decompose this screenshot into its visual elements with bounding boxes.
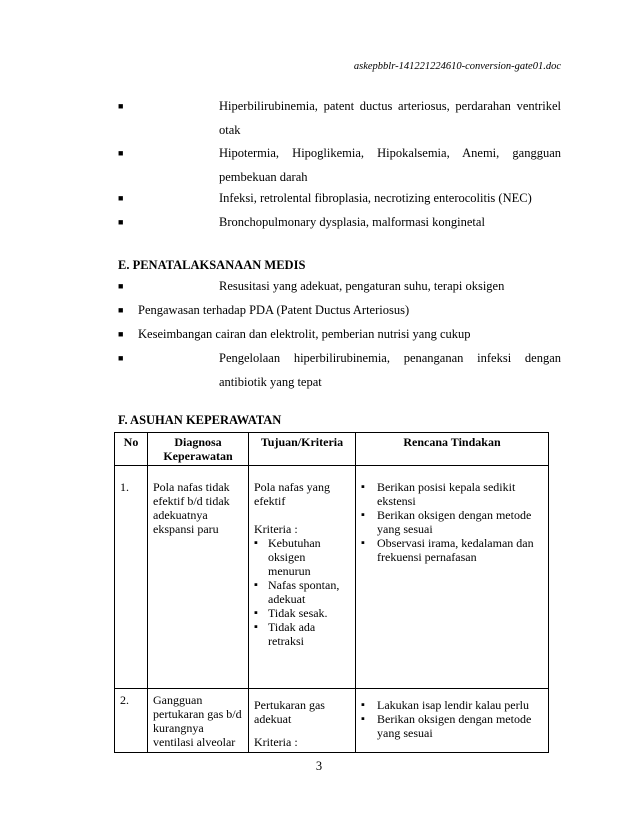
list-item: ▪ Nafas spontan, adekuat (254, 578, 350, 606)
list-item: ▪ Berikan oksigen dengan metode yang sesuai (361, 712, 543, 740)
cell-line: ekspansi paru (153, 522, 219, 536)
bullet-square-icon: ■ (118, 305, 124, 315)
list-item: ▪ Observasi irama, kedalaman dan frekuensi pernafasan (361, 536, 543, 564)
cell-line: Pola nafas tidak (153, 480, 230, 494)
list-item-text: antibiotik yang tepat (219, 375, 322, 389)
cell-rencana (356, 466, 549, 689)
header-tujuan: Tujuan/Kriteria (249, 433, 356, 466)
list-item-text: Keseimbangan cairan dan elektrolit, pemberian nutrisi yang cukup (138, 327, 471, 341)
list-item-text: Hipotermia, Hipoglikemia, Hipokalsemia, Anemi, gangguan (219, 146, 561, 160)
cell-line: adekuat (254, 712, 292, 726)
cell-no: 1. (115, 466, 148, 689)
nursing-care-table (114, 432, 549, 753)
kriteria-label: Kriteria : (254, 522, 298, 536)
list-item: ▪ Tidak ada retraksi (254, 620, 350, 648)
section-heading-f: F. ASUHAN KEPERAWATAN (118, 413, 282, 427)
list-item (118, 210, 561, 234)
document-filename: askepbblr-141221224610-conversion-gate01.doc (353, 61, 561, 72)
header-no: No (115, 433, 148, 466)
rencana-list (361, 480, 543, 564)
bullet-square-icon: ■ (118, 193, 124, 203)
list-item: ▪ Berikan posisi kepala sedikit ekstensi (361, 480, 543, 508)
cell-diagnosa (148, 689, 249, 753)
list-item (118, 346, 561, 394)
cell-tujuan (249, 689, 356, 753)
bullet-square-icon: ■ (118, 101, 124, 111)
rencana-list (361, 698, 543, 740)
page-number: 3 (315, 759, 323, 773)
list-item (118, 94, 561, 142)
cell-line: adekuatnya (153, 508, 208, 522)
cell-line: Gangguan (153, 693, 203, 707)
list-item-text: Infeksi, retrolental fibroplasia, necrotizing enterocolitis (NEC) (219, 191, 532, 205)
cell-line: Pertukaran gas (254, 698, 325, 712)
table-header-row (115, 433, 549, 466)
bullet-square-icon: ■ (118, 329, 124, 339)
cell-line: kurangnya (153, 721, 204, 735)
header-diagnosa-line: Diagnosa (174, 435, 222, 449)
list-item (118, 322, 561, 346)
section-heading-e: E. PENATALAKSANAAN MEDIS (118, 258, 306, 272)
cell-line: pertukaran gas b/d (153, 707, 242, 721)
list-item-text: Pengawasan terhadap PDA (Patent Ductus Arteriosus) (138, 303, 410, 317)
cell-rencana (356, 689, 549, 753)
list-item-text: Resusitasi yang adekuat, pengaturan suhu, terapi oksigen (219, 279, 505, 293)
list-item: ▪ Lakukan isap lendir kalau perlu (361, 698, 543, 712)
cell-no: 2. (115, 689, 148, 753)
header-diagnosa-line: Keperawatan (163, 449, 233, 463)
kriteria-label: Kriteria : (254, 735, 298, 749)
list-item (118, 186, 561, 210)
header-rencana: Rencana Tindakan (356, 433, 549, 466)
list-item-text: Pengelolaan hiperbilirubinemia, penanganan infeksi dengan (219, 351, 561, 365)
bullet-square-icon: ■ (118, 281, 124, 291)
list-item-text: otak (219, 123, 241, 137)
list-item: ▪ Kebutuhan oksigen menurun (254, 536, 350, 578)
bullet-square-icon: ■ (118, 353, 124, 363)
cell-line: efektif b/d tidak (153, 494, 230, 508)
list-item: ▪ Tidak sesak. (254, 606, 350, 620)
cell-diagnosa (148, 466, 249, 689)
cell-line: efektif (254, 494, 286, 508)
cell-line: ventilasi alveolar (153, 735, 236, 749)
list-item (118, 141, 561, 189)
list-item (118, 274, 561, 298)
list-item-text: Bronchopulmonary dysplasia, malformasi konginetal (219, 215, 485, 229)
cell-line: Pola nafas yang (254, 480, 330, 494)
kriteria-list (254, 536, 350, 648)
bullet-square-icon: ■ (118, 148, 124, 158)
header-diagnosa (148, 433, 249, 466)
list-item (118, 298, 561, 322)
list-item-text: Hiperbilirubinemia, patent ductus arteriosus, perdarahan ventrikel (219, 99, 561, 113)
list-item-text: pembekuan darah (219, 170, 308, 184)
cell-tujuan (249, 466, 356, 689)
table-row (115, 689, 549, 753)
list-item: ▪ Berikan oksigen dengan metode yang sesuai (361, 508, 543, 536)
bullet-square-icon: ■ (118, 217, 124, 227)
table-row (115, 466, 549, 689)
